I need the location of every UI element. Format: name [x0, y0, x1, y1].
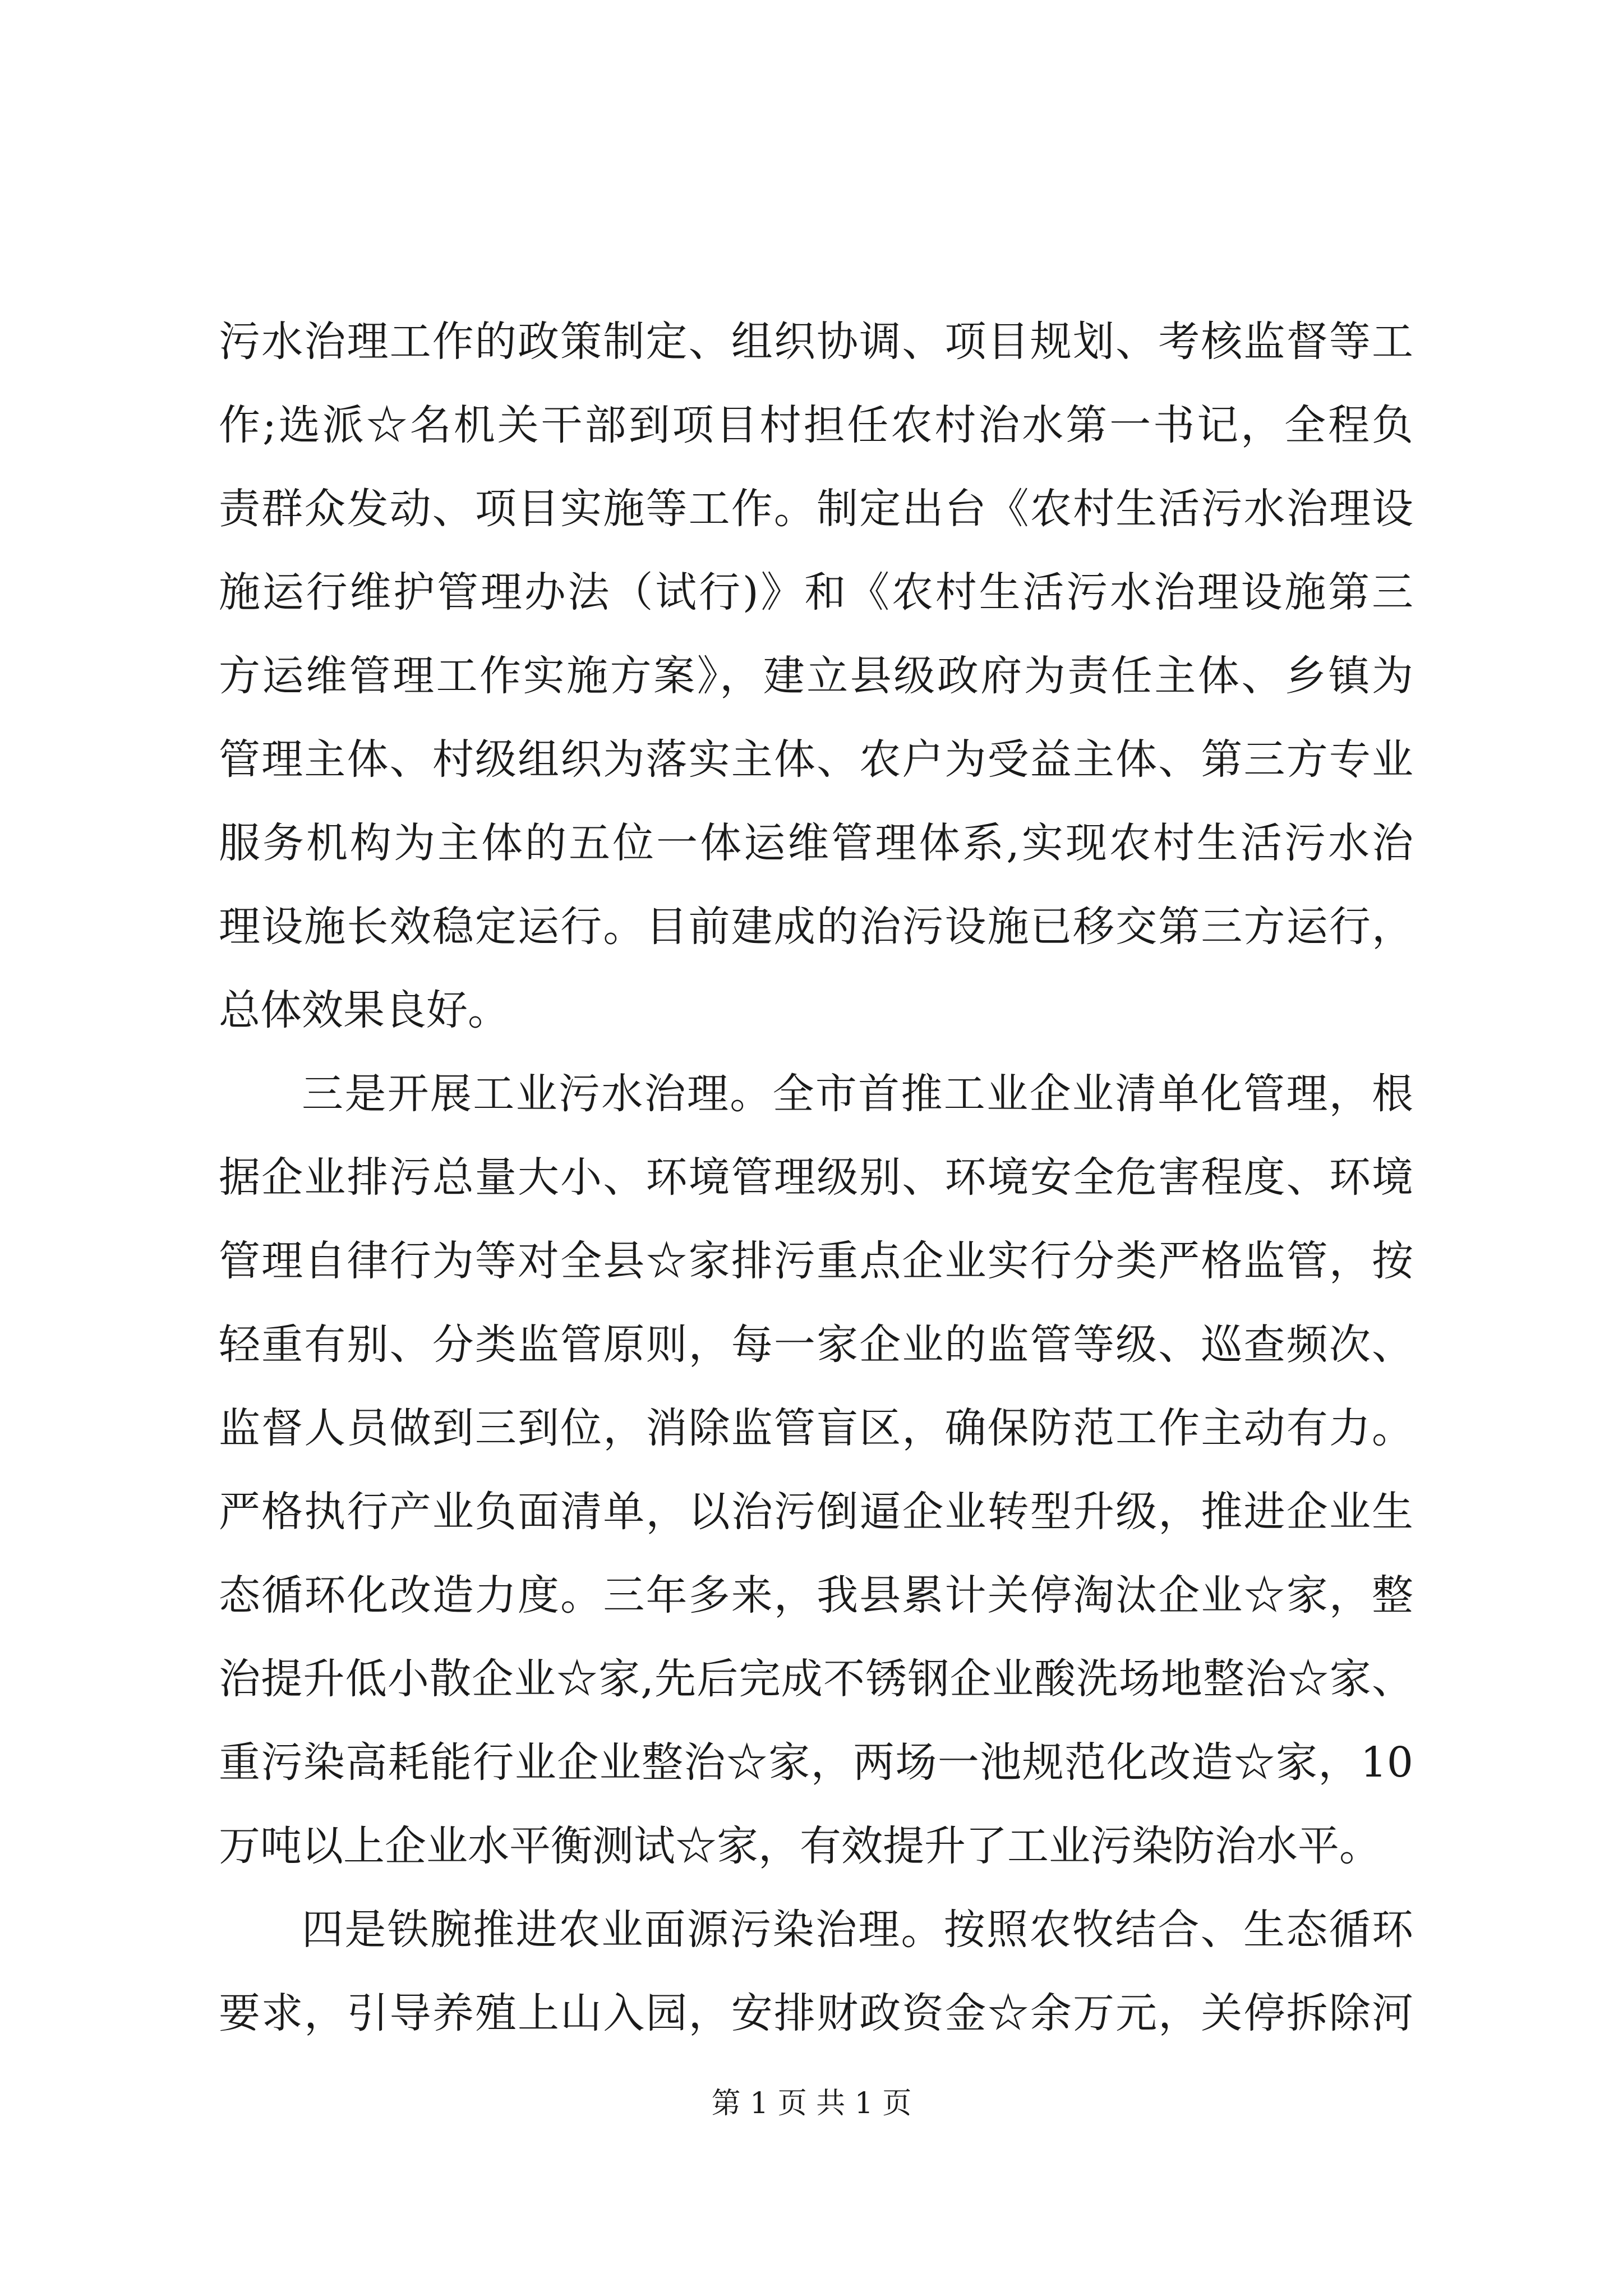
- page-footer: 第 1 页 共 1 页: [711, 2087, 912, 2120]
- text-line: 态循环化改造力度。三年多来，我县累计关停淘汰企业☆家，整: [219, 1571, 1413, 1619]
- text-line: 理设施长效稳定运行。目前建成的治污设施已移交第三方运行，: [219, 903, 1413, 951]
- paragraph-start-line: 三是开展工业污水治理。全市首推工业企业清单化管理，根: [302, 1070, 1413, 1118]
- text-line: 服务机构为主体的五位一体运维管理体系,实现农村生活污水治: [219, 819, 1413, 867]
- text-line: 治提升低小散企业☆家,先后完成不锈钢企业酸洗场地整治☆家、: [219, 1655, 1413, 1703]
- text-line: 总体效果良好。: [219, 986, 509, 1034]
- text-line: 方运维管理工作实施方案》，建立县级政府为责任主体、乡镇为: [219, 652, 1413, 700]
- text-line: 严格执行产业负面清单，以治污倒逼企业转型升级，推进企业生: [219, 1488, 1413, 1536]
- text-line: 作;选派☆名机关干部到项目村担任农村治水第一书记，全程负: [219, 401, 1413, 449]
- text-line: 重污染高耗能行业企业整治☆家，两场一池规范化改造☆家，10: [219, 1738, 1413, 1787]
- text-line: 责群众发动、项目实施等工作。制定出台《农村生活污水治理设: [219, 485, 1413, 533]
- text-line: 管理自律行为等对全县☆家排污重点企业实行分类严格监管，按: [219, 1237, 1413, 1285]
- text-line: 万吨以上企业水平衡测试☆家，有效提升了工业污染防治水平。: [219, 1822, 1381, 1870]
- text-line: 要求，引导养殖上山入园，安排财政资金☆余万元，关停拆除河: [219, 1989, 1413, 2037]
- body-text: [219, 300, 1413, 2055]
- text-line: 据企业排污总量大小、环境管理级别、环境安全危害程度、环境: [219, 1153, 1413, 1202]
- text-line: 管理主体、村级组织为落实主体、农户为受益主体、第三方专业: [219, 735, 1413, 784]
- paragraph-start-line: 四是铁腕推进农业面源污染治理。按照农牧结合、生态循环: [302, 1906, 1413, 1954]
- text-line: 轻重有别、分类监管原则，每一家企业的监管等级、巡查频次、: [219, 1320, 1413, 1369]
- text-line: 污水治理工作的政策制定、组织协调、项目规划、考核监督等工: [219, 318, 1413, 366]
- text-line: 施运行维护管理办法（试行)》和《农村生活污水治理设施第三: [219, 568, 1413, 616]
- text-line: 监督人员做到三到位，消除监管盲区，确保防范工作主动有力。: [219, 1404, 1413, 1452]
